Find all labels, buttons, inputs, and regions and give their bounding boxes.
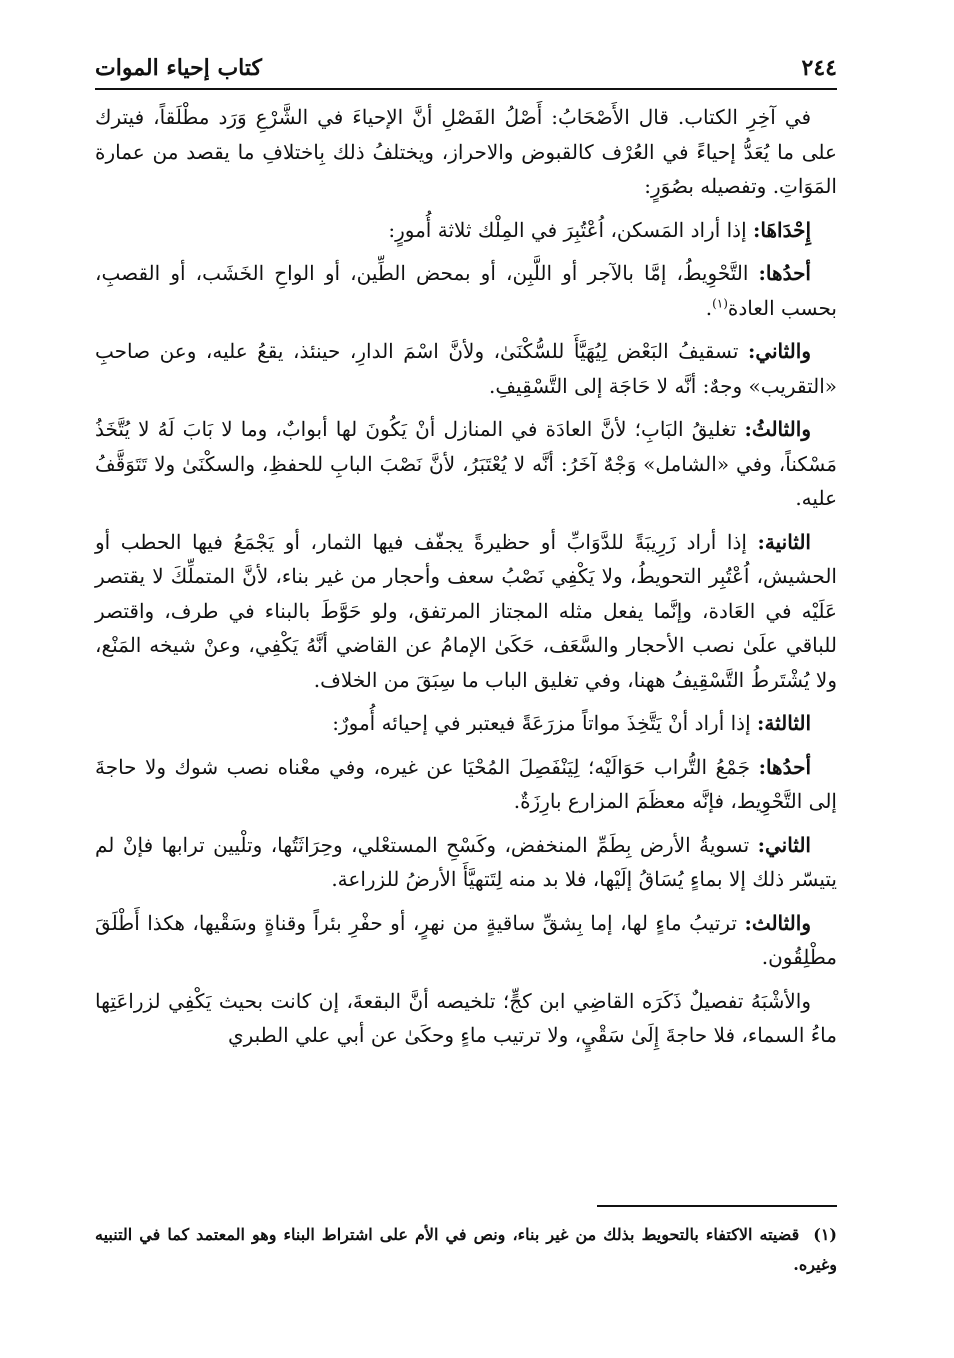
- paragraph-text: ترتيبُ ماءٍ لها، إما بِشقِّ ساقيةٍ من نهرٍ، أو حفْرِ بئراً وقناةٍ وسَقْيها، هكذا أَطْلَقَ مطْلِقُون.: [95, 910, 837, 969]
- paragraph: [95, 334, 837, 403]
- footnote-marker[interactable]: (١): [712, 295, 728, 310]
- paragraph: [95, 100, 837, 204]
- paragraph: أحدُها: التَّحْوِيطُ، إمَّا بالآجر أو اللَّبِن، أو بمحض الطِّين، أو الواحِ الخَشَب، أو القصبِ، بحسب العادة$^{(١)}$.: [95, 261, 837, 320]
- paragraph: [95, 828, 837, 897]
- paragraph: [95, 906, 837, 975]
- paragraph-text: والأشْبَهُ تفصيلٌ ذَكَرَه القاضِي ابن كجٍّ؛ تلخيصه أنَّ البقعةَ، إن كانت بحيث يَكْفِي لزراعَتِها ماءُ السماء، فلا حاجةَ إِلَىٰ سَقْيٍ، ولا ترتيب ماءٍ وحكَىٰ عن أبي علي الطبري: [95, 988, 837, 1047]
- paragraph-lead: الثانية:: [757, 529, 811, 554]
- paragraph-lead: والثالث:: [744, 910, 811, 935]
- paragraph-lead: الثاني:: [757, 832, 811, 857]
- paragraph: [95, 213, 837, 248]
- paragraph-text: التَّحْوِيطُ، إمَّا بالآجر أو اللَّبِن، أو بمحض الطِّين، أو الواحِ الخَشَب، أو القصبِ، بحسب العادة: [95, 261, 837, 320]
- running-title: كتاب إحياء الموات: [95, 55, 262, 81]
- paragraph-lead: إِحْدَاهَا:: [753, 217, 811, 242]
- paragraph: [95, 706, 837, 741]
- main-text: [95, 100, 837, 1062]
- paragraph-text: تسويةُ الأرض بِطَمِّ المنخفض، وكَسْحِ المستعْلي، وحِرَاثَتُها، وتلْيين ترابها فإنْ لم يتيسّر ذلك إلا بماءٍ يُسَاقُ إلَيْها، فلا بد منه لِتَتهيَّأَ الأرضُ للزراعة.: [95, 832, 837, 891]
- paragraph-lead: والثاني:: [747, 339, 811, 363]
- page-header: [95, 48, 837, 88]
- paragraph-text: في آخِرِ الكتاب. قال الأَصْحَابُ: أَصْلُ الفَصْلِ أنَّ الإحياءَ في الشَّرْعِ وَرَد مطْلَقاً، فيترك على ما يُعَدُّ إحياءً في العُرْف كالقبوض والاحراز، ويختلفُ ذلك بِاختلافِ ما يقصد من عمارة المَوَاتِ. وتفصيله بصُوَرٍ:: [95, 105, 837, 198]
- footnote-separator: [597, 1205, 837, 1207]
- paragraph: [95, 984, 837, 1053]
- paragraph: [95, 750, 837, 819]
- paragraph-lead: والثالثُ:: [744, 417, 811, 441]
- header-rule: [95, 88, 837, 90]
- paragraph-lead: أحدُها:: [758, 261, 811, 285]
- paragraph-lead: الثالثة:: [756, 711, 811, 735]
- footnote-number: (١): [813, 1225, 837, 1244]
- footnote-text: قضيته الاكتفاء بالتحويط بذلك من غير بناء، ونص في الأم على اشتراط البناء وهو المعتمد كما في التنبيه وغيره.: [95, 1225, 837, 1274]
- paragraph-text: جَمْعُ التُّراب حَوَالَيْه؛ لِيَنْفَصِلَ المُحْيَا عن غيره، وفي معْناه نصب شوك ولا حاجةَ إلى التَّحْوِيط، فإنَّه معظَمَ المزارع بارِزَةٌ.: [95, 754, 837, 813]
- paragraph-text: إذا أراد المَسكن، اُعْتُبِرَ في المِلْك ثلاثة أُمورٍ:: [388, 217, 753, 242]
- footnote: [95, 1220, 837, 1280]
- paragraph-text: تغليقُ البَابِ؛ لأنَّ العادَة في المنازل أنْ يَكُونَ لها أبوابٌ، وما لا بَابَ لَهُ لا يُتَّخَذُ مَسْكناً، وفي «الشامل» وَجْهٌ آخَرُ: أنَّه لا يُعْتَبَرُ، لأنَّ نَصْبَ البابِ للحفظِ، والسكْنَىٰ ولا تَتَوَقَّفُ عليه.: [95, 417, 837, 510]
- paragraph-text: إذا أراد زَرِيبَةً للدَّوَابِّ أو حظيرةً يجفّف فيها الثمار، أو يَجْمَعُ فيها الحطب أو الحشيش، اُعْتُبِر التحويطُ، ولا يَكْفِي نَصْبُ سعف وأحجار من غير بناء، لأنَّ المتملِّكَ لا يقتصر عَلَيْه في العَادة، وإنَّما يفعل مثله المجتاز المرتفق، ولو حَوَّطَ بالبناء في طرف، واقتصر للباقي علَىٰ نصب الأحجار والسَّعَف، حَكَىٰ الإمامُ عن القاضي أنَّهُ يَكْفِي، وعنْ شيخه المَنْع، ولا يُشْتَرطُ التَّسْقِيفُ ههنا، وفي تغليق الباب ما سِبَقَ من الخلاف.: [95, 529, 837, 692]
- paragraph-text: إذا أراد أنْ يَتَّخِذَ مواتاً مزرَعَةً فيعتبر في إحيائه أُمورٌ:: [332, 711, 757, 735]
- page-number: ٢٤٤: [801, 55, 837, 81]
- paragraph-text: تسقيفُ البَعْض لِيُهَيَّأَ للسُّكْنَىٰ، ولأنَّ اسْمَ الدارِ، حينئذ، يقعُ عليه، وعن صاحبِ «التقريب» وجهٌ: أنَّه لا حَاجَة إلى التَّسْقِيفِ.: [95, 339, 837, 398]
- paragraph-lead: أحدُها:: [758, 754, 812, 779]
- paragraph: [95, 412, 837, 516]
- paragraph: [95, 525, 837, 698]
